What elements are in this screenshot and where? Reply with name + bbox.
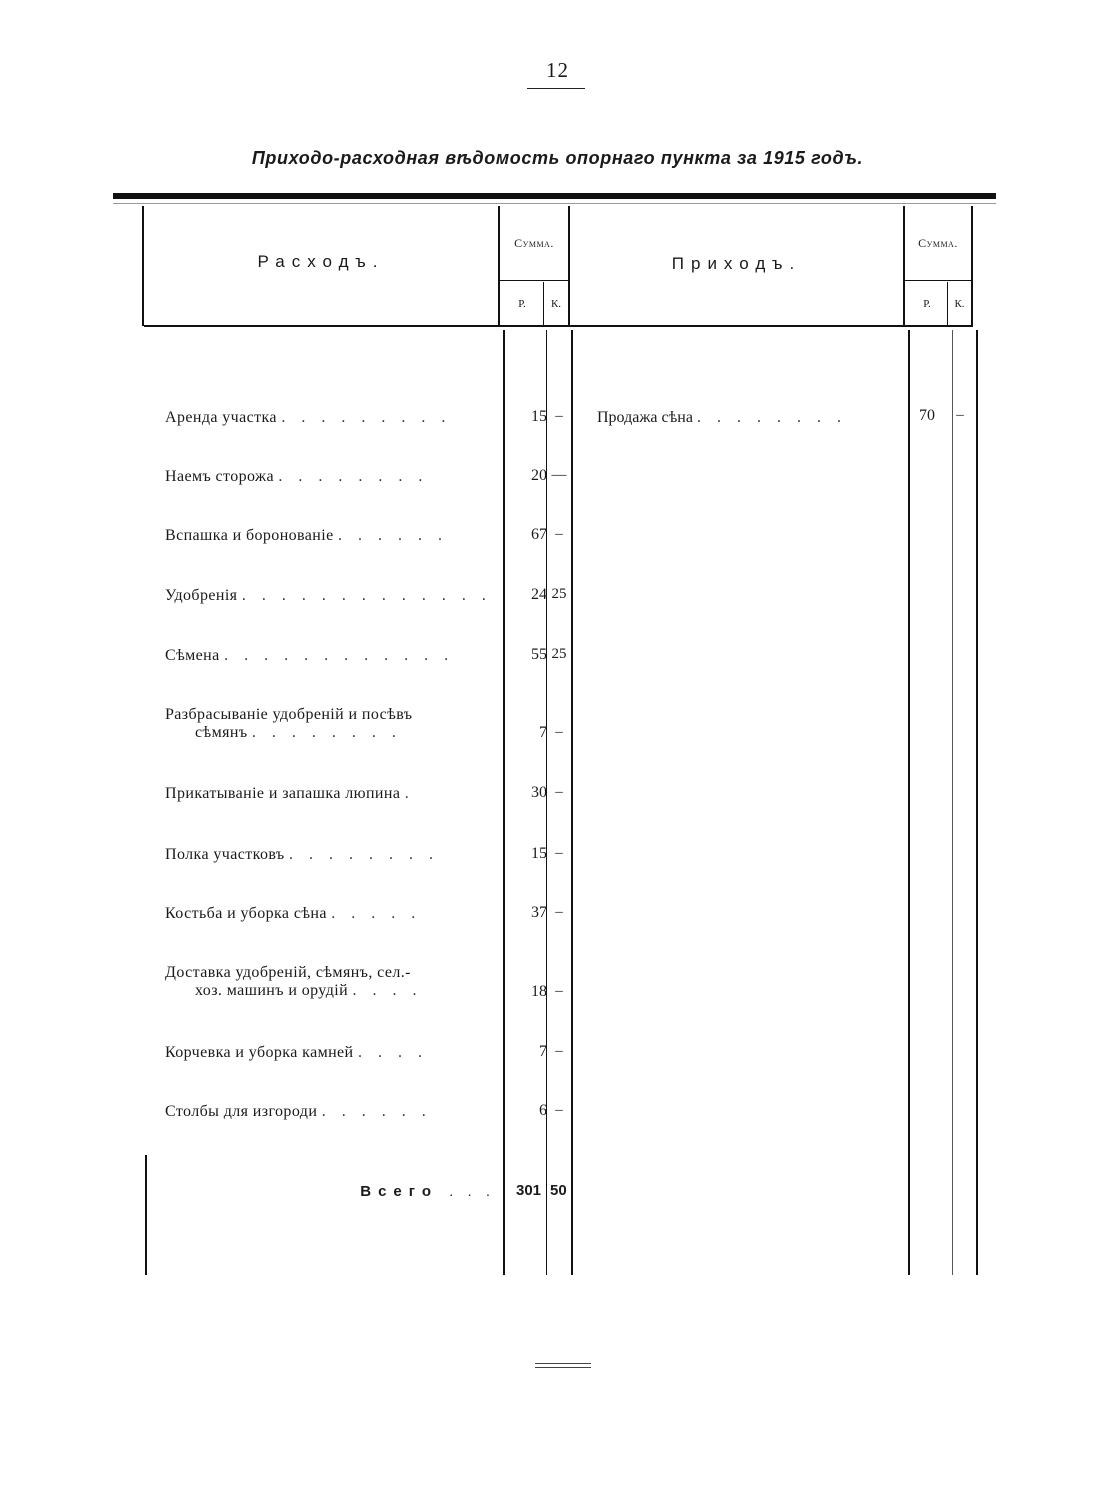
expense-row-rubles: 30 bbox=[531, 784, 547, 801]
left-border-lower bbox=[145, 1155, 147, 1275]
sum-header-rule-left bbox=[500, 280, 568, 281]
expense-row-kopecks: – bbox=[555, 904, 563, 920]
expense-kopecks-header: К. bbox=[550, 298, 562, 310]
expense-row-label: Наемъ сторожа . . . . . . . . bbox=[165, 468, 429, 485]
right-border-body bbox=[976, 330, 978, 1275]
end-rule-bottom bbox=[535, 1367, 591, 1368]
expense-sum-divider bbox=[498, 206, 500, 326]
expense-row-rubles: 67 bbox=[531, 526, 547, 543]
table-top-thick-rule bbox=[113, 193, 996, 199]
income-header: Приходъ. bbox=[671, 254, 802, 273]
income-sum-divider bbox=[903, 206, 905, 326]
expense-row-kopecks: 25 bbox=[551, 586, 567, 602]
total-label: Всего . . . bbox=[360, 1183, 495, 1200]
total-kopecks: 50 bbox=[550, 1182, 567, 1199]
expense-row-kopecks: — bbox=[551, 467, 567, 483]
expense-row-kopecks: – bbox=[555, 724, 563, 740]
expense-row-kopecks: – bbox=[555, 1043, 563, 1059]
expense-row-rubles: 20 bbox=[531, 467, 547, 484]
sum-header-rule-right bbox=[905, 280, 971, 281]
table-top-thin-rule bbox=[113, 203, 996, 204]
income-row-label: Продажа сѣна . . . . . . . . bbox=[597, 409, 847, 426]
expense-header: Расходъ. bbox=[257, 252, 385, 271]
header-bottom-rule bbox=[144, 325, 973, 327]
expense-row-label: Удобренія . . . . . . . . . . . . . bbox=[165, 587, 492, 604]
expense-row-rubles: 6 bbox=[539, 1102, 547, 1119]
expense-row-label: Вспашка и боронованіе . . . . . . bbox=[165, 527, 449, 544]
expense-row-kopecks: – bbox=[555, 784, 563, 800]
expense-sum-header: Сумма. bbox=[514, 236, 554, 250]
page-number: 12 bbox=[546, 58, 569, 82]
expense-row-rubles: 55 bbox=[531, 646, 547, 663]
expense-row-rubles: 7 bbox=[539, 1043, 547, 1060]
income-kopecks-header: К. bbox=[954, 298, 965, 310]
income-row-rubles: 70 bbox=[919, 407, 935, 424]
expense-row-label: Полка участковъ . . . . . . . . bbox=[165, 846, 439, 863]
expense-row-label: Аренда участка . . . . . . . . . bbox=[165, 409, 452, 426]
expense-row-rubles: 24 bbox=[531, 586, 547, 603]
income-rubles-header: Р. bbox=[923, 298, 931, 310]
expense-row-label: Сѣмена . . . . . . . . . . . . bbox=[165, 647, 455, 664]
expense-rubles-header: Р. bbox=[518, 298, 526, 310]
income-sum-header: Сумма. bbox=[918, 236, 958, 250]
expense-row-kopecks: – bbox=[555, 526, 563, 542]
expense-row-label: Столбы для изгороди . . . . . . bbox=[165, 1103, 432, 1120]
expense-row-label: Корчевка и уборка камней . . . . bbox=[165, 1044, 428, 1061]
expense-row-kopecks: – bbox=[555, 1102, 563, 1118]
expense-row-kopecks: 25 bbox=[551, 646, 567, 662]
end-rule-top bbox=[535, 1363, 591, 1364]
right-border bbox=[971, 206, 973, 326]
expense-row-rubles: 18 bbox=[531, 983, 547, 1000]
expense-row-rubles: 15 bbox=[531, 408, 547, 425]
income-row-kopecks: – bbox=[956, 407, 964, 423]
document-title: Приходо-расходная вѣдомость опорнаго пункта за 1915 годъ. bbox=[251, 148, 864, 168]
expense-row-label: Доставка удобреній, сѣмянъ, сел.- хоз. машинъ и орудій . . . . bbox=[165, 964, 423, 999]
expense-row-kopecks: – bbox=[555, 845, 563, 861]
income-kop-divider-body bbox=[952, 330, 953, 1275]
expense-row-label: Прикатываніе и запашка люпина . bbox=[165, 785, 415, 802]
total-rubles: 301 bbox=[516, 1182, 542, 1199]
expense-row-kopecks: – bbox=[555, 408, 563, 424]
expense-row-rubles: 15 bbox=[531, 845, 547, 862]
center-divider-body bbox=[571, 330, 573, 1275]
expense-row-rubles: 7 bbox=[539, 724, 547, 741]
expense-row-rubles: 37 bbox=[531, 904, 547, 921]
expense-row-label: Разбрасываніе удобреній и посѣвъ сѣмянъ . . . . . . . . bbox=[165, 706, 413, 741]
page-number-underline bbox=[527, 88, 585, 89]
income-sum-divider-body bbox=[908, 330, 910, 1275]
expense-row-kopecks: – bbox=[555, 983, 563, 999]
expense-row-label: Костьба и уборка сѣна . . . . . bbox=[165, 905, 422, 922]
